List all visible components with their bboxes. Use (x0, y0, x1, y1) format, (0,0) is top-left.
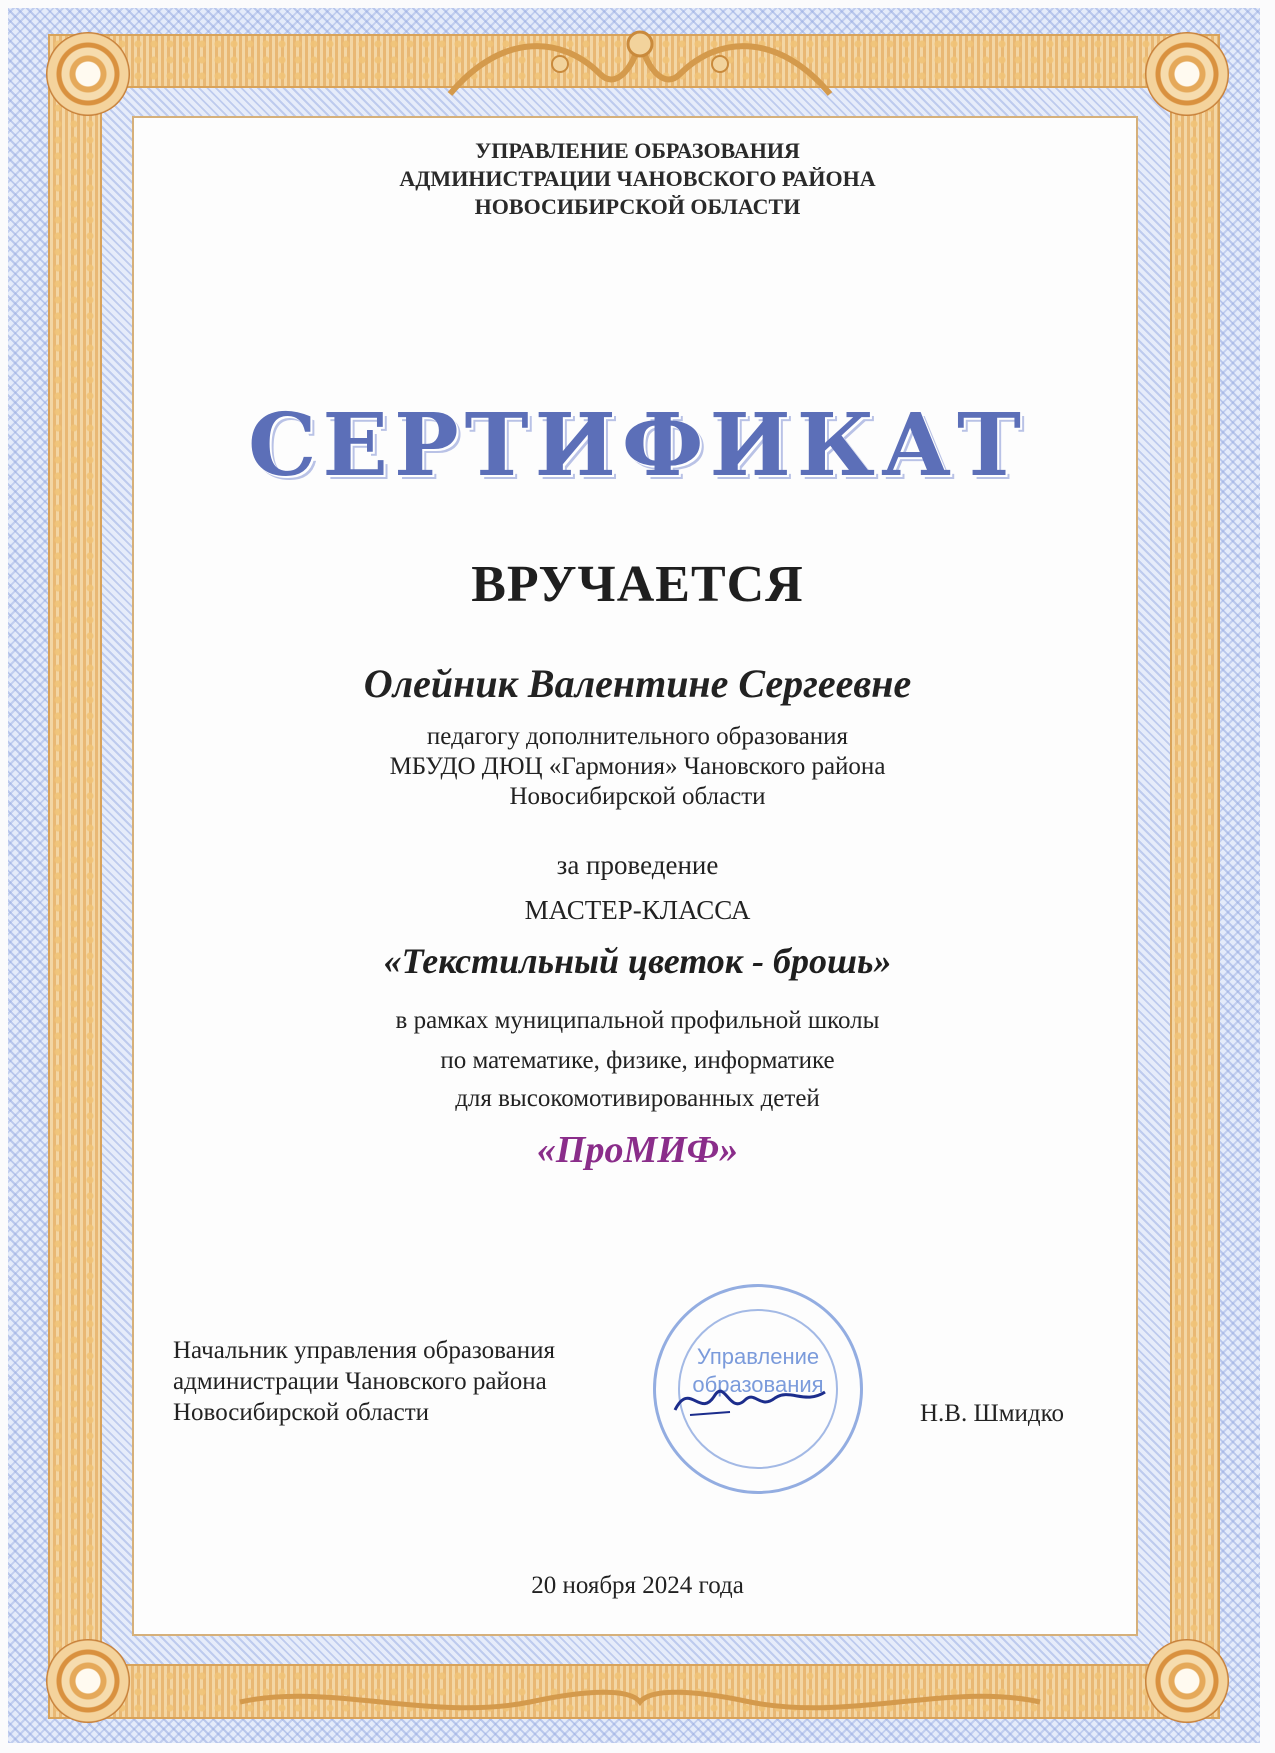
corner-rosette-icon (1145, 1639, 1229, 1723)
signatory-name: Н.В. Шмидко (920, 1400, 1064, 1427)
context-line-3: для высокомотивированных детей (455, 1085, 820, 1112)
recipient-position: педагогу дополнительного образования (426, 723, 849, 750)
certificate-date: 20 ноября 2024 года (531, 1572, 744, 1599)
corner-rosette-icon (46, 32, 130, 116)
reason-event: МАСТЕР-КЛАССА (524, 895, 751, 925)
signatory-title-line-2: администрации Чановского района (173, 1368, 547, 1395)
signatory-title-line-3: Новосибирской области (173, 1399, 430, 1426)
reason-for: за проведение (556, 850, 719, 880)
awarded-heading: ВРУЧАЕТСЯ (471, 556, 804, 613)
corner-rosette-icon (1145, 32, 1229, 116)
context-line-2: по математике, физике, информатике (440, 1047, 835, 1074)
bottom-scroll-ornament-icon (230, 1677, 1050, 1727)
stamp-line-2: образования (692, 1372, 824, 1397)
recipient-region: Новосибирской области (509, 783, 766, 810)
recipient-name: Олейник Валентине Сергеевне (363, 661, 912, 706)
recipient-institution: МБУДО ДЮЦ «Гармония» Чановского района (389, 753, 886, 780)
certificate-title: СЕРТИФИКАТ (247, 395, 1028, 496)
program-name: «ПроМИФ» (536, 1129, 739, 1171)
context-line-1: в рамках муниципальной профильной школы (395, 1007, 880, 1034)
signatory-title-line-1: Начальник управления образования (173, 1337, 555, 1364)
org-line-3: НОВОСИБИРСКОЙ ОБЛАСТИ (474, 194, 801, 219)
top-scroll-ornament-icon (440, 14, 840, 114)
corner-rosette-icon (46, 1639, 130, 1723)
org-line-1: УПРАВЛЕНИЕ ОБРАЗОВАНИЯ (475, 138, 800, 163)
signatory-title (173, 1335, 555, 1428)
stamp-line-1: Управление (696, 1344, 820, 1369)
org-line-2: АДМИНИСТРАЦИИ ЧАНОВСКОГО РАЙОНА (399, 166, 876, 191)
masterclass-topic: «Текстильный цветок - брошь» (383, 941, 892, 981)
handwritten-signature-icon (670, 1370, 830, 1430)
